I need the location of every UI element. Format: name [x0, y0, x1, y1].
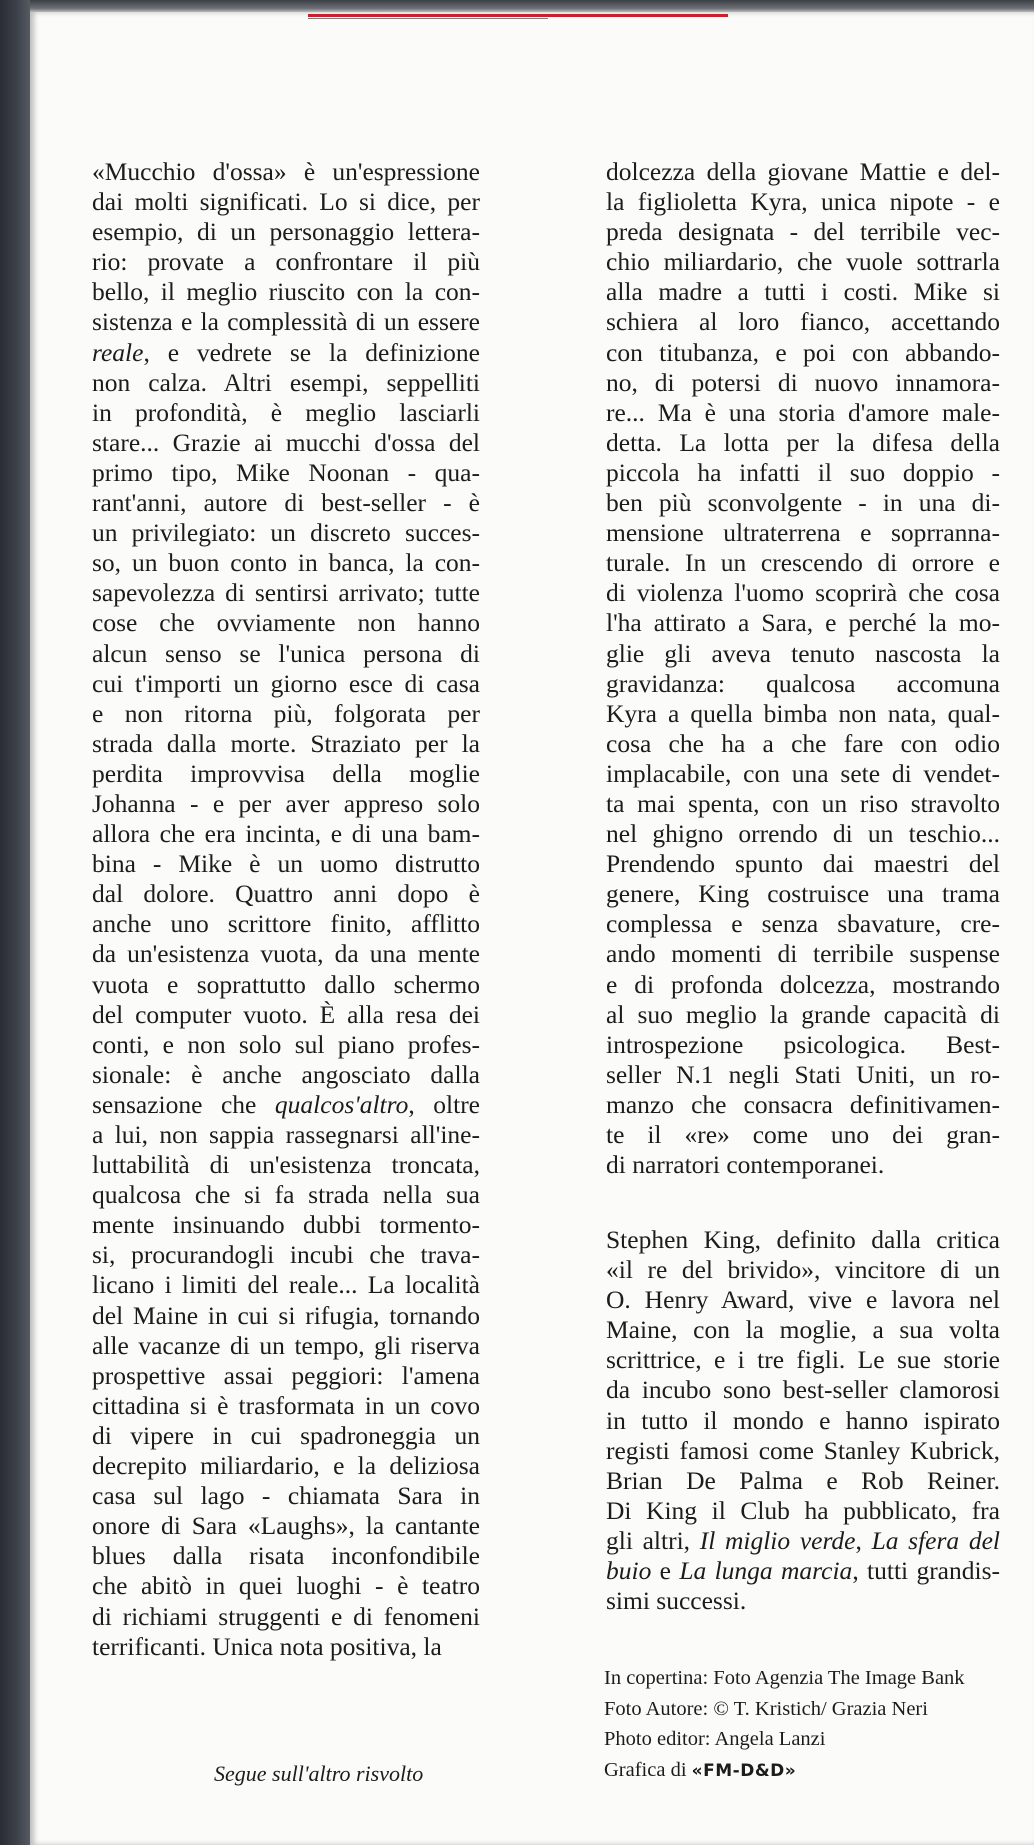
text-line: sapevolezza di sentirsi arrivato; tutte	[92, 578, 480, 608]
text-line: re... Ma è una storia d'amore male-	[606, 397, 1000, 427]
synopsis-right-column	[606, 157, 1000, 1180]
text-line: rio: provate a confrontare il più	[92, 247, 480, 277]
text-line: e non ritorna più, folgorata per	[92, 698, 480, 728]
text-line: registi famosi come Stanley Kubrick,	[606, 1435, 1000, 1465]
text-line: genere, King costruisce una trama	[606, 879, 1000, 909]
text-line: in tutto il mondo e hanno ispirato	[606, 1405, 1000, 1435]
text-line: del Maine in cui si rifugia, tornando	[92, 1300, 480, 1330]
text-line: implacabile, con una sete di vendet-	[606, 758, 1000, 788]
text-line: terrificanti. Unica nota positiva, la	[92, 1631, 442, 1661]
text-line: Prendendo spunto dai maestri del	[606, 849, 1000, 879]
text-line: l'ha attirato a Sara, e perché la mo-	[606, 608, 1000, 638]
text-line: O. Henry Award, vive e lavora nel	[606, 1285, 1000, 1315]
text-line: no, di potersi di nuovo innamora-	[606, 367, 1000, 397]
text-line: gli altri, Il miglio verde, La sfera del	[606, 1525, 1000, 1555]
credits-block	[604, 1663, 1004, 1786]
text-line: bello, il meglio riuscito con la con-	[92, 277, 480, 307]
text-line: al suo meglio la grande capacità di	[606, 999, 1000, 1029]
text-line: strada dalla morte. Straziato per la	[92, 728, 480, 758]
text-line: licano i limiti del reale... La località	[92, 1270, 480, 1300]
author-bio	[606, 1225, 1000, 1616]
text-line: sistenza e la complessità di un essere	[92, 307, 480, 337]
text-line: schiera al loro fianco, accettando	[606, 307, 1000, 337]
text-line: dolcezza della giovane Mattie e del-	[606, 157, 1000, 186]
text-line: decrepito miliardario, e la deliziosa	[92, 1451, 480, 1481]
text-line: non calza. Altri esempi, seppelliti	[92, 367, 480, 397]
text-line: manzo che consacra definitivamen-	[606, 1089, 1000, 1119]
cover-credit: In copertina: Foto Agenzia The Image Bank	[604, 1667, 965, 1689]
text-line: reale, e vedrete se la definizione	[92, 337, 480, 367]
text-line: vuota e soprattutto dallo schermo	[92, 969, 480, 999]
text-line: del computer vuoto. È alla resa dei	[92, 999, 480, 1029]
graphics-credit	[604, 1755, 1004, 1787]
text-line: cosa che ha a che fare con odio	[606, 728, 1000, 758]
text-line: Di King il Club ha pubblicato, fra	[606, 1495, 1000, 1525]
graphics-logo: «FM-D&D»	[691, 1760, 797, 1781]
text-line: perdita improvvisa della moglie	[92, 758, 480, 788]
text-line: Brian De Palma e Rob Reiner.	[606, 1465, 1000, 1495]
text-line: piccola ha infatti il suo doppio -	[606, 457, 1000, 487]
text-line: onore di Sara «Laughs», la cantante	[92, 1511, 480, 1541]
text-line: di narratori contemporanei.	[606, 1150, 885, 1180]
red-rule-decoration	[308, 14, 728, 17]
graphics-label: Grafica di	[604, 1758, 687, 1781]
text-line: simi successi.	[606, 1586, 747, 1616]
text-line: ando momenti di terribile suspense	[606, 939, 1000, 969]
text-line: primo tipo, Mike Noonan - qua-	[92, 457, 480, 487]
book-spine-edge	[0, 0, 30, 1845]
text-line: so, un buon conto in banca, la con-	[92, 548, 480, 578]
text-line: alcun senso se l'unica persona di	[92, 638, 480, 668]
text-line: turale. In un crescendo di orrore e	[606, 548, 1000, 578]
text-line: «il re del brivido», vincitore di un	[606, 1255, 1000, 1285]
text-line: Kyra a quella bimba non nata, qual-	[606, 698, 1000, 728]
text-line: cittadina si è trasformata in un covo	[92, 1390, 480, 1420]
text-line: la figlioletta Kyra, unica nipote - e	[606, 187, 1000, 217]
photo-editor-credit: Photo editor: Angela Lanzi	[604, 1728, 826, 1750]
text-line: da un'esistenza vuota, da una mente	[92, 939, 480, 969]
text-line: conti, e non solo sul piano profes-	[92, 1029, 480, 1059]
text-line: un privilegiato: un discreto succes-	[92, 518, 480, 548]
author-photo-credit: Foto Autore: © T. Kristich/ Grazia Neri	[604, 1697, 928, 1720]
text-line: sionale: è anche angosciato dalla	[92, 1059, 480, 1089]
text-line: e di profonda dolcezza, mostrando	[606, 969, 1000, 999]
text-line: luttabilità di un'esistenza troncata,	[92, 1150, 480, 1180]
text-line: in profondità, è meglio lasciarli	[92, 397, 480, 427]
text-line: si, procurandogli incubi che trava-	[92, 1240, 480, 1270]
text-line: sensazione che qualcos'altro, oltre	[92, 1089, 481, 1119]
text-line: Stephen King, definito dalla critica	[606, 1225, 1000, 1254]
text-line: rant'anni, autore di best-seller - è	[92, 488, 480, 518]
text-line: mensione ultraterrena e soprranna-	[606, 518, 1000, 548]
text-line: prospettive assai peggiori: l'amena	[92, 1360, 480, 1390]
text-line: di richiami struggenti e di fenomeni	[92, 1601, 480, 1631]
text-line: con titubanza, e poi con abbando-	[606, 337, 1000, 367]
text-line: glie gli aveva tenuto nascosta la	[606, 638, 1000, 668]
text-line: seller N.1 negli Stati Uniti, un ro-	[606, 1059, 1000, 1089]
text-line: a lui, non sappia rassegnarsi all'ine-	[92, 1120, 480, 1149]
text-line: introspezione psicologica. Best-	[606, 1029, 1000, 1059]
text-line: esempio, di un personaggio lettera-	[92, 217, 480, 247]
text-line: casa sul lago - chiamata Sara in	[92, 1481, 480, 1511]
text-line: preda designata - del terribile vec-	[606, 217, 1000, 247]
text-line: gravidanza: qualcosa accomuna	[606, 668, 1000, 698]
text-line: «Mucchio d'ossa» è un'espressione	[92, 157, 480, 186]
book-top-edge	[30, 0, 1034, 12]
text-line: chio miliardario, che vuole sottrarla	[606, 247, 1000, 277]
text-line: dai molti significati. Lo si dice, per	[92, 187, 480, 217]
text-line: alle vacanze di un tempo, gli riserva	[92, 1330, 480, 1360]
synopsis-left-column	[92, 157, 480, 1662]
text-line: che abitò in quei luoghi - è teatro	[92, 1571, 480, 1601]
text-line: ta mai spenta, con un riso stravolto	[606, 788, 1000, 818]
text-line: stare... Grazie ai mucchi d'ossa del	[92, 427, 480, 457]
text-line: allora che era incinta, e di una bam-	[92, 819, 480, 849]
text-line: da incubo sono best-seller clamorosi	[606, 1375, 1000, 1405]
text-line: Maine, con la moglie, a sua volta	[606, 1315, 1000, 1345]
text-line: nel ghigno orrendo di un teschio...	[606, 819, 1000, 849]
text-line: di violenza l'uomo scoprirà che cosa	[606, 578, 1000, 608]
continue-note: Segue sull'altro risvolto	[214, 1761, 424, 1786]
text-line: scrittrice, e i tre figli. Le sue storie	[606, 1345, 1000, 1375]
grey-rule-decoration	[308, 18, 548, 19]
text-line: buio e La lunga marcia, tutti grandis-	[606, 1556, 1000, 1586]
text-line: mente insinuando dubbi tormento-	[92, 1210, 480, 1240]
text-line: qualcosa che si fa strada nella sua	[92, 1180, 480, 1210]
text-line: ben più sconvolgente - in una di-	[606, 488, 1000, 518]
text-line: te il «re» come uno dei gran-	[606, 1120, 1000, 1149]
text-line: detta. La lotta per la difesa della	[606, 427, 1000, 457]
text-line: anche uno scrittore finito, afflitto	[92, 909, 480, 939]
text-line: blues dalla risata inconfondibile	[92, 1541, 480, 1571]
text-line: Johanna - e per aver appreso solo	[92, 788, 480, 818]
text-line: cui t'importi un giorno esce di casa	[92, 668, 480, 698]
text-line: bina - Mike è un uomo distrutto	[92, 849, 480, 879]
text-line: cose che ovviamente non hanno	[92, 608, 480, 638]
text-line: dal dolore. Quattro anni dopo è	[92, 879, 480, 909]
text-line: complessa e senza sbavature, cre-	[606, 909, 1000, 939]
text-line: di vipere in cui spadroneggia un	[92, 1420, 480, 1450]
text-line: alla madre a tutti i costi. Mike si	[606, 277, 1000, 307]
